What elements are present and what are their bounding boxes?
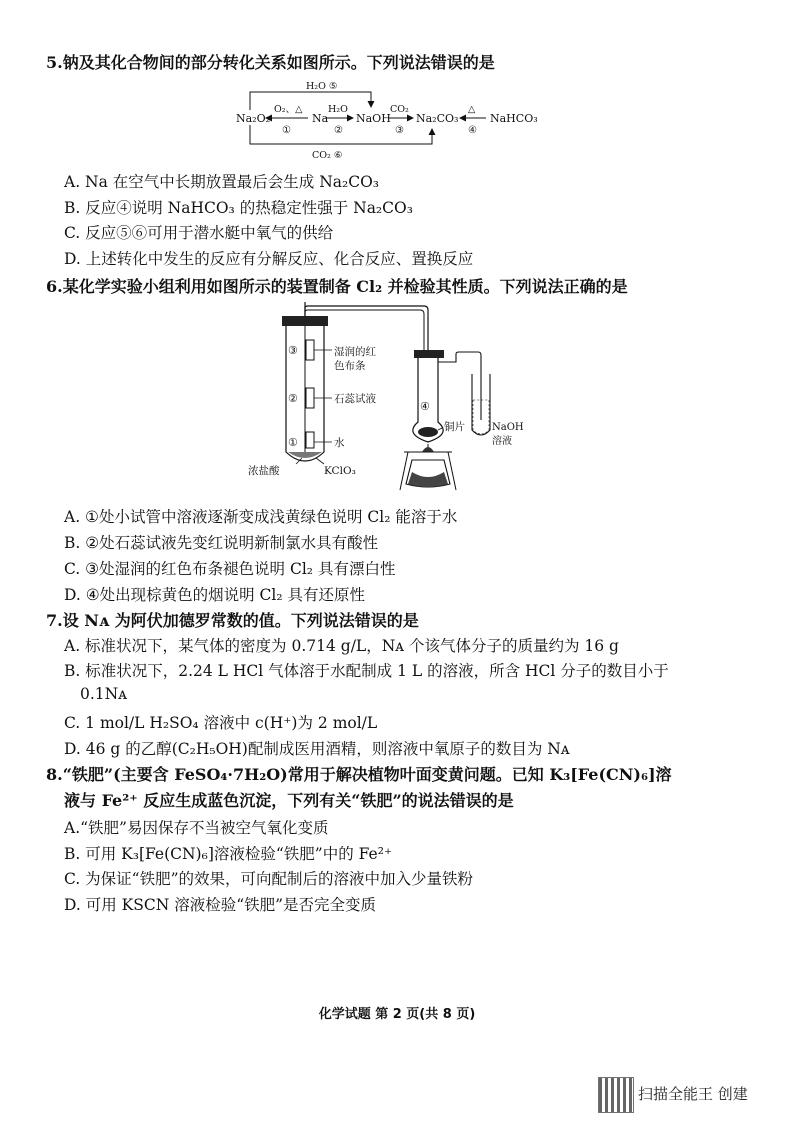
q7-option-a: A. 标准状况下，某气体的密度为 0.714 g/L，Nᴀ 个该气体分子的质量约为 16 g	[64, 637, 619, 655]
q8-option-d: D. 可用 KSCN 溶液检验“铁肥”是否完全变质	[64, 896, 377, 914]
q6-stem: 6.某化学实验小组利用如图所示的装置制备 Cl₂ 并检验其性质。下列说法正确的是	[46, 277, 628, 296]
q8-option-b: B. 可用 K₃[Fe(CN)₆]溶液检验“铁肥”中的 Fe²⁺	[64, 845, 393, 863]
q8-stem-line1: 8.“铁肥”(主要含 FeSO₄·7H₂O)常用于解决植物叶面变黄问题。已知 K₃[Fe(CN)₆]溶	[46, 765, 672, 784]
water-label: 水	[334, 437, 345, 449]
q7-option-b: B. 标准状况下，2.24 L HCl 气体溶于水配制成 1 L 的溶液，所含 HCl 分子的数目小于	[64, 662, 669, 680]
q7-stem: 7.设 Nᴀ 为阿伏加德罗常数的值。下列说法错误的是	[46, 611, 419, 630]
litmus-label: 石蕊试液	[334, 393, 376, 405]
q8-option-c: C. 为保证“铁肥”的效果，可向配制后的溶液中加入少量铁粉	[64, 870, 474, 888]
page-footer: 化学试题 第 2 页(共 8 页)	[318, 1007, 476, 1022]
arrow4-number: ④	[468, 125, 477, 136]
q5-option-a: A. Na 在空气中长期放置最后会生成 Na₂CO₃	[64, 173, 380, 191]
position-1-label: ①	[288, 436, 298, 449]
species-na: Na	[312, 112, 329, 125]
copper-label: 铜片	[444, 421, 465, 433]
arrow2-number: ②	[334, 125, 343, 136]
position-2-label: ②	[288, 392, 298, 405]
species-naoh: NaOH	[356, 112, 391, 125]
q5-option-c: C. 反应⑤⑥可用于潜水艇中氧气的供给	[64, 224, 334, 242]
position-4-label: ④	[420, 400, 430, 413]
species-na2co3: Na₂CO₃	[416, 112, 459, 125]
scanner-watermark	[598, 1077, 788, 1113]
species-na2o2: Na₂O₂	[236, 112, 271, 125]
hcl-label: 浓盐酸	[248, 465, 280, 477]
kclo3-label: KClO₃	[324, 465, 356, 477]
q5-option-d: D. 上述转化中发生的反应有分解反应、化合反应、置换反应	[64, 250, 474, 268]
position-3-label: ③	[288, 344, 298, 357]
q8-stem-line2: 液与 Fe²⁺ 反应生成蓝色沉淀，下列有关“铁肥”的说法错误的是	[64, 791, 514, 810]
qr-code-icon	[598, 1077, 634, 1113]
q7-option-b-continuation: 0.1Nᴀ	[80, 685, 127, 703]
q6-option-d: D. ④处出现棕黄色的烟说明 Cl₂ 具有还原性	[64, 586, 366, 604]
q7-option-c: C. 1 mol/L H₂SO₄ 溶液中 c(H⁺)为 2 mol/L	[64, 714, 378, 732]
q5-conversion-diagram	[228, 78, 538, 164]
q6-apparatus-diagram	[244, 302, 534, 500]
watermark-text: 扫描全能王 创建	[638, 1085, 748, 1103]
arrow5-condition: H₂O ⑤	[306, 81, 338, 92]
arrow1-number: ①	[282, 125, 291, 136]
arrow1-condition: O₂、△	[274, 104, 303, 115]
species-nahco3: NaHCO₃	[490, 112, 538, 125]
q6-option-a: A. ①处小试管中溶液逐渐变成浅黄绿色说明 Cl₂ 能溶于水	[64, 508, 458, 526]
naoh-label-line2: 溶液	[492, 436, 512, 447]
wet-cloth-label-line2: 色布条	[334, 360, 366, 372]
q6-option-b: B. ②处石蕊试液先变红说明新制氯水具有酸性	[64, 534, 379, 552]
q7-option-d: D. 46 g 的乙醇(C₂H₅OH)配制成医用酒精，则溶液中氧原子的数目为 Nᴀ	[64, 740, 570, 758]
naoh-label-line1: NaOH	[492, 422, 524, 433]
arrow2-condition: H₂O	[328, 104, 348, 115]
wet-cloth-label-line1: 湿润的红	[334, 346, 376, 358]
arrow3-number: ③	[395, 125, 404, 136]
q5-option-b: B. 反应④说明 NaHCO₃ 的热稳定性强于 Na₂CO₃	[64, 199, 413, 217]
arrow4-condition: △	[468, 104, 476, 115]
q5-stem: 5.钠及其化合物间的部分转化关系如图所示。下列说法错误的是	[46, 53, 495, 72]
q8-option-a: A.“铁肥”易因保存不当被空气氧化变质	[64, 819, 329, 837]
arrow6-condition: CO₂ ⑥	[312, 150, 343, 161]
arrow3-condition: CO₂	[390, 104, 409, 115]
q6-option-c: C. ③处湿润的红色布条褪色说明 Cl₂ 具有漂白性	[64, 560, 396, 578]
